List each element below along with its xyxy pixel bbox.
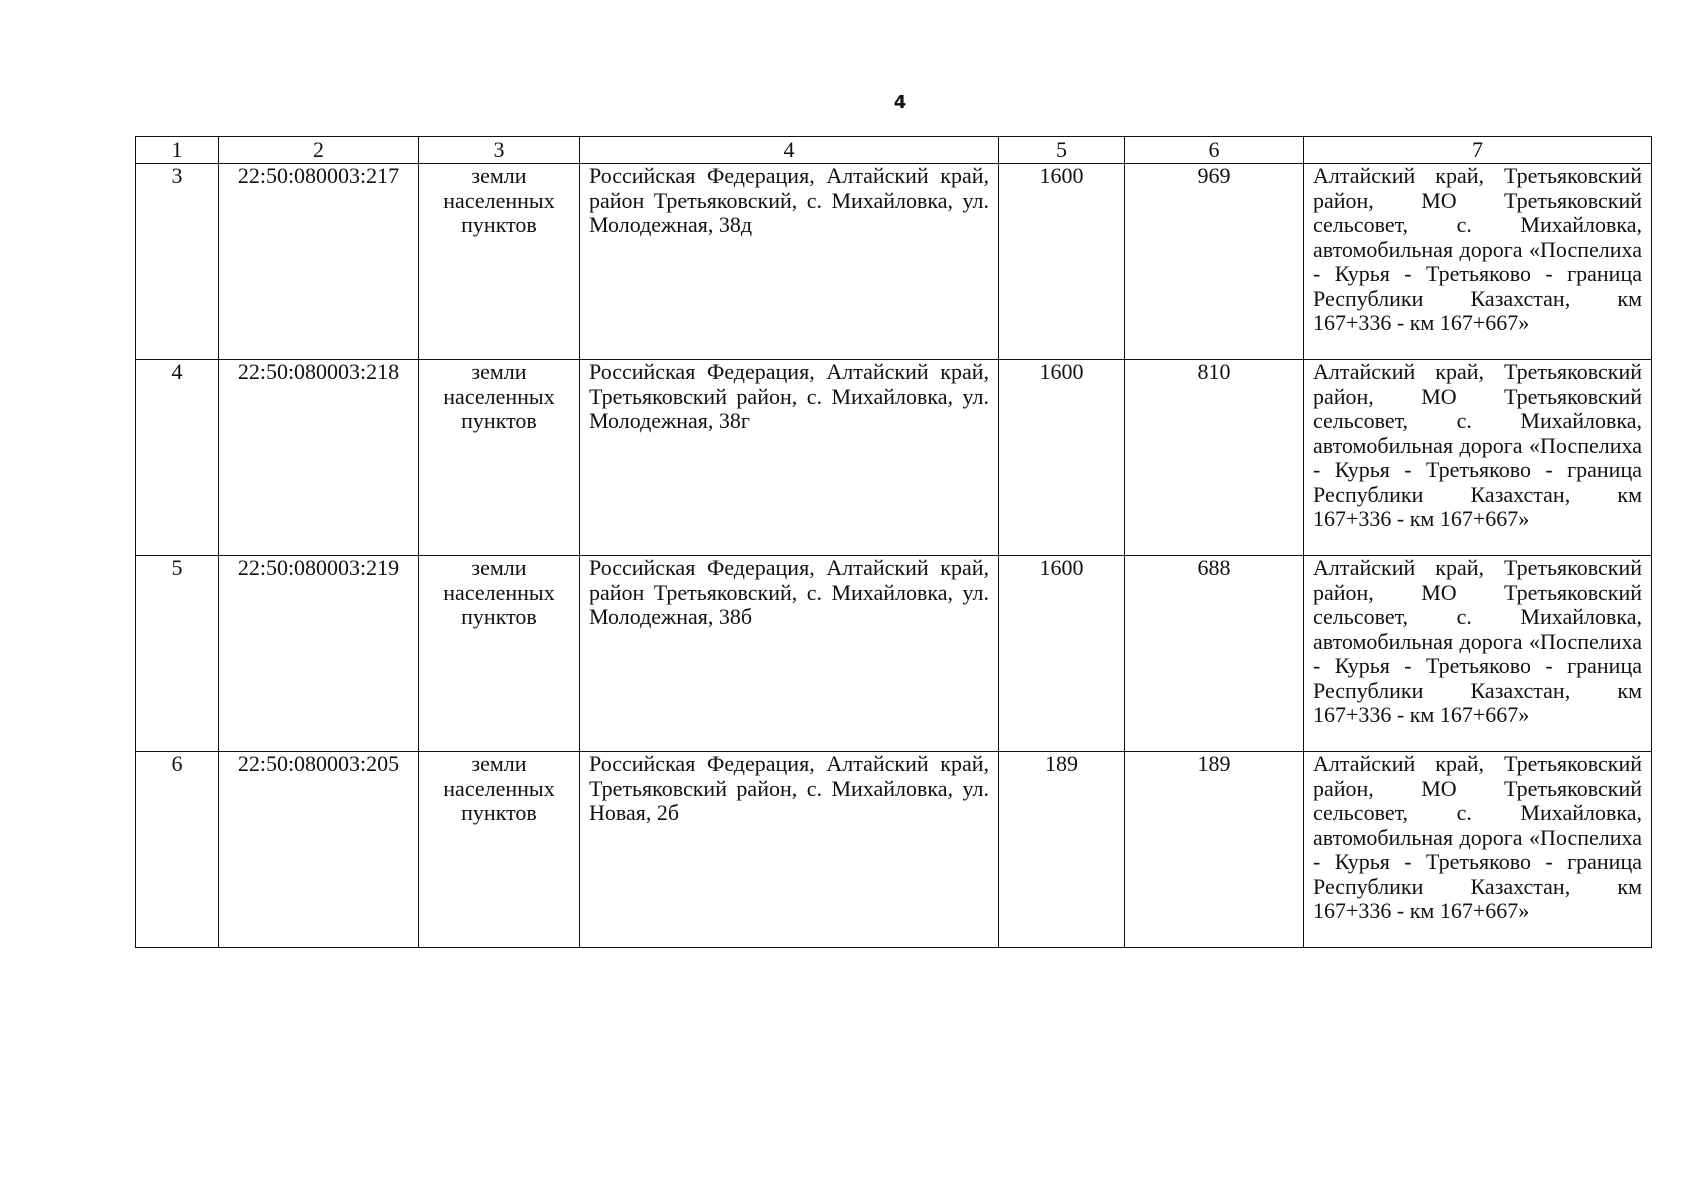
table-header xyxy=(136,137,1652,164)
row-number: 6 xyxy=(136,752,219,948)
table-row xyxy=(136,752,1652,948)
part-area: 189 xyxy=(1125,752,1304,948)
column-header: 6 xyxy=(1125,137,1304,164)
column-header: 7 xyxy=(1304,137,1652,164)
land-category: земли населенных пунктов xyxy=(419,556,580,752)
cadastral-number: 22:50:080003:217 xyxy=(219,164,419,360)
header-row xyxy=(136,137,1652,164)
table-row xyxy=(136,164,1652,360)
row-number: 4 xyxy=(136,360,219,556)
column-header: 5 xyxy=(999,137,1125,164)
row-number: 5 xyxy=(136,556,219,752)
table-row xyxy=(136,556,1652,752)
part-area: 688 xyxy=(1125,556,1304,752)
cadastral-number: 22:50:080003:218 xyxy=(219,360,419,556)
plot-address: Российская Федерация, Алтайский край, Третьяковский район, с. Михайловка, ул. Новая, 2б xyxy=(580,752,999,948)
plot-address: Российская Федерация, Алтайский край, район Третьяковский, с. Михайловка, ул. Молодежная, 38б xyxy=(580,556,999,752)
part-area: 969 xyxy=(1125,164,1304,360)
plot-address: Российская Федерация, Алтайский край, район Третьяковский, с. Михайловка, ул. Молодежная, 38д xyxy=(580,164,999,360)
column-header: 1 xyxy=(136,137,219,164)
total-area: 1600 xyxy=(999,556,1125,752)
location-description: Алтайский край, Третьяковский район, МО Третьяковский сельсовет, с. Михайловка, автомобильная дорога «Поспелиха - Курья - Третьяково - граница Республики Казахстан, км 167+336 - км 167+667» xyxy=(1304,556,1652,752)
total-area: 189 xyxy=(999,752,1125,948)
location-description: Алтайский край, Третьяковский район, МО Третьяковский сельсовет, с. Михайловка, автомобильная дорога «Поспелиха - Курья - Третьяково - граница Республики Казахстан, км 167+336 - км 167+667» xyxy=(1304,164,1652,360)
page-number: 4 xyxy=(893,92,907,113)
location-description: Алтайский край, Третьяковский район, МО Третьяковский сельсовет, с. Михайловка, автомобильная дорога «Поспелиха - Курья - Третьяково - граница Республики Казахстан, км 167+336 - км 167+667» xyxy=(1304,752,1652,948)
total-area: 1600 xyxy=(999,360,1125,556)
column-header: 2 xyxy=(219,137,419,164)
table-body xyxy=(136,164,1652,948)
part-area: 810 xyxy=(1125,360,1304,556)
land-category: земли населенных пунктов xyxy=(419,752,580,948)
cadastral-number: 22:50:080003:219 xyxy=(219,556,419,752)
location-description: Алтайский край, Третьяковский район, МО Третьяковский сельсовет, с. Михайловка, автомобильная дорога «Поспелиха - Курья - Третьяково - граница Республики Казахстан, км 167+336 - км 167+667» xyxy=(1304,360,1652,556)
table-row xyxy=(136,360,1652,556)
row-number: 3 xyxy=(136,164,219,360)
land-category: земли населенных пунктов xyxy=(419,360,580,556)
land-category: земли населенных пунктов xyxy=(419,164,580,360)
total-area: 1600 xyxy=(999,164,1125,360)
column-header: 4 xyxy=(580,137,999,164)
column-header: 3 xyxy=(419,137,580,164)
land-plots-table xyxy=(135,136,1652,948)
plot-address: Российская Федерация, Алтайский край, Третьяковский район, с. Михайловка, ул. Молодежная, 38г xyxy=(580,360,999,556)
cadastral-number: 22:50:080003:205 xyxy=(219,752,419,948)
